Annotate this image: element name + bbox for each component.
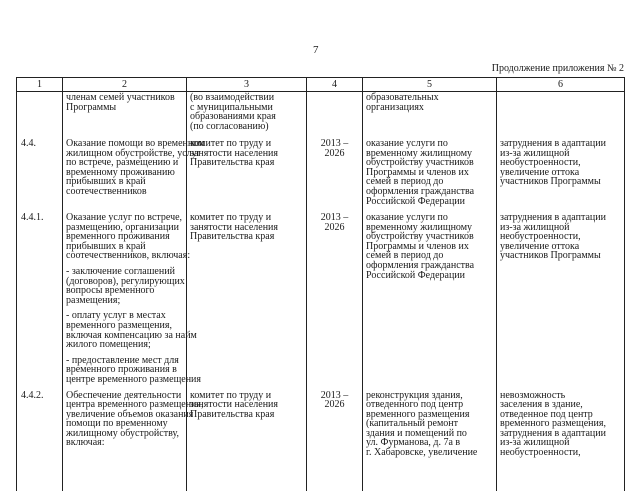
result-cell	[363, 92, 497, 134]
bullet-item	[66, 267, 183, 305]
cell-text-line: жилищном обустройстве, услуг	[66, 147, 201, 159]
cell-text-line: оформления гражданства	[366, 259, 475, 271]
cell-text-line: с муниципальными	[190, 101, 273, 113]
cell-text-line: временному жилищному	[366, 221, 473, 233]
cell-text-line: прибывших в край	[66, 176, 146, 188]
cell-text-line: 2013 –	[320, 138, 349, 149]
continuation-caption: Продолжение приложения № 2	[491, 63, 624, 74]
cell-text-line: 2026	[324, 399, 345, 411]
cell-text-line: из-за жилищной	[500, 147, 570, 159]
cell-text-line: временного размещения,	[500, 418, 606, 430]
cell-text-line: необустроенности,	[500, 157, 581, 169]
cell-text-line: комитет по труду и	[190, 212, 272, 223]
years-cell	[307, 133, 363, 207]
cell-text-line: занятости населения	[190, 399, 279, 411]
cell-text-line: Оказание помощи во временном	[66, 138, 205, 149]
years-cell	[307, 92, 363, 134]
cell-text-line: г. Хабаровске, увеличение	[366, 447, 478, 459]
cell-text-line: комитет по труду и	[190, 138, 272, 149]
table-row	[17, 207, 625, 385]
years-cell	[307, 385, 363, 491]
cell-text-line: включая компенсацию за найм	[66, 329, 197, 341]
cell-text-line: - оплату услуг в местах	[66, 310, 166, 322]
cell-text-line: Российской Федерации	[366, 195, 466, 207]
cell-text-line: (по согласованию)	[190, 120, 269, 132]
cell-text-line: затруднения в адаптации	[500, 427, 606, 439]
page-number: 7	[313, 44, 319, 56]
cell-text-line: временному проживанию	[66, 166, 175, 178]
cell-text-line: семей в период до	[366, 176, 444, 188]
cell-text-line: невозможность	[500, 389, 566, 401]
cell-text-line: Правительства края	[190, 157, 275, 169]
item-number-cell: 4.4.2.	[17, 385, 63, 491]
table-row	[17, 133, 625, 207]
cell-text-line: занятости населения	[190, 221, 279, 233]
appendix-table-frame	[16, 77, 624, 459]
cell-text-line: прибывших в край	[66, 240, 146, 252]
cell-text-line: центре временного размещения	[66, 373, 202, 385]
cell-text-line: Программы	[66, 101, 117, 113]
bullet-item	[66, 310, 197, 351]
cell-text-line: отведенное под центр	[500, 408, 593, 420]
cell-text-line: временного размещения	[366, 408, 470, 420]
table-row	[17, 385, 625, 491]
consequence-cell	[497, 385, 625, 491]
measure-cell	[63, 385, 204, 491]
cell-text-line: Правительства края	[190, 231, 275, 243]
cell-text-line: из-за жилищной	[500, 437, 570, 449]
table-body	[17, 92, 625, 491]
cell-text-line: увеличение объемов оказания	[66, 408, 194, 420]
cell-text-line: членам семей участников	[66, 92, 175, 103]
cell-text-line: соотечественников	[66, 185, 147, 197]
measure-cell	[63, 207, 202, 385]
cell-text-line: жилого помещения;	[66, 339, 151, 351]
cell-text-line: жилищному обустройству,	[66, 427, 179, 439]
cell-text-line: 2026	[324, 147, 345, 159]
cell-text-line: комитет по труду и	[190, 389, 272, 401]
consequence-cell	[497, 92, 625, 134]
cell-text-line: вопросы временного	[66, 285, 155, 297]
column-number: 1	[17, 78, 63, 92]
cell-text-line: семей в период до	[366, 250, 444, 262]
cell-text-line: оказание услуги по	[366, 212, 448, 223]
cell-text-line: временному жилищному	[366, 147, 473, 159]
cell-text-line: занятости населения	[190, 147, 279, 159]
cell-text-line: Российской Федерации	[366, 269, 466, 281]
cell-text-line: размещения;	[66, 294, 121, 306]
cell-text-line: оформления гражданства	[366, 185, 475, 197]
column-number-row	[17, 78, 625, 92]
consequence-cell	[497, 133, 625, 207]
column-number: 2	[63, 78, 187, 92]
cell-text-line: (договоров), регулирующих	[66, 275, 185, 287]
item-number-cell	[17, 92, 63, 134]
result-cell	[363, 133, 497, 207]
executor-cell	[187, 133, 307, 207]
cell-text-line: (капитальный ремонт	[366, 418, 459, 430]
cell-text-line: размещению, организации	[66, 221, 180, 233]
executor-cell	[187, 385, 307, 491]
cell-text-line: помощи по временному	[66, 418, 168, 430]
cell-text-line: необустроенности,	[500, 231, 581, 243]
cell-text-line: Программы и членов их	[366, 166, 469, 178]
cell-text-line: образованиями края	[190, 111, 276, 123]
cell-text-line: Программы и членов их	[366, 240, 469, 252]
cell-text-line: 2013 –	[320, 389, 349, 401]
cell-text-line: 2013 –	[320, 212, 349, 223]
cell-text-line: участников Программы	[500, 250, 601, 262]
cell-text-line: отведенного под центр	[366, 399, 464, 411]
item-number-cell: 4.4.1.	[17, 207, 63, 385]
cell-text-line: увеличение оттока	[500, 166, 580, 178]
executor-cell	[187, 92, 307, 134]
column-number: 3	[187, 78, 307, 92]
cell-text-line: увеличение оттока	[500, 240, 580, 252]
bullet-item	[66, 354, 202, 385]
column-number: 4	[307, 78, 363, 92]
cell-text-line: здания и помещений по	[366, 427, 467, 439]
cell-text-line: Обеспечение деятельности	[66, 389, 182, 401]
cell-text-line: реконструкция здания,	[366, 389, 463, 401]
cell-text-line: из-за жилищной	[500, 221, 570, 233]
appendix-table	[16, 77, 625, 491]
cell-text-line: - предоставление мест для	[66, 354, 179, 366]
cell-text-line: центра временного размещения,	[66, 399, 204, 411]
cell-text-line: заселения в здание,	[500, 399, 583, 411]
cell-text-line: обустройству участников	[366, 231, 474, 243]
result-cell	[363, 207, 497, 385]
cell-text-line: временного проживания в	[66, 364, 177, 376]
cell-text-line: обустройству участников	[366, 157, 474, 169]
cell-text-line: соотечественников, включая:	[66, 250, 191, 262]
cell-text-line: образовательных	[366, 92, 439, 103]
cell-text-line: временного размещения,	[66, 319, 172, 331]
result-cell	[363, 385, 497, 491]
executor-cell	[187, 207, 307, 385]
cell-text-line: затруднения в адаптации	[500, 212, 606, 223]
cell-text-line: - заключение соглашений	[66, 265, 175, 277]
table-row	[17, 92, 625, 134]
cell-text-line: Оказание услуг по встрече,	[66, 212, 183, 223]
cell-text-line: включая:	[66, 437, 105, 449]
column-number: 6	[497, 78, 625, 92]
cell-text-line: (во взаимодействии	[190, 92, 275, 103]
cell-text-line: 2026	[324, 221, 345, 233]
years-cell	[307, 207, 363, 385]
cell-text-line: участников Программы	[500, 176, 601, 188]
measure-cell	[63, 133, 205, 207]
cell-text-line: ул. Фурманова, д. 7а в	[366, 437, 461, 449]
cell-text-line: оказание услуги по	[366, 138, 448, 149]
cell-text-line: организациях	[366, 101, 424, 113]
consequence-cell	[497, 207, 625, 385]
column-number: 5	[363, 78, 497, 92]
cell-text-line: Правительства края	[190, 408, 275, 420]
cell-text-line: необустроенности,	[500, 447, 581, 459]
measure-cell	[63, 92, 187, 134]
cell-text-line: по встрече, размещению и	[66, 157, 179, 169]
cell-text-line: затруднения в адаптации	[500, 138, 606, 149]
item-number-cell: 4.4.	[17, 133, 63, 207]
cell-text-line: временного проживания	[66, 231, 170, 243]
